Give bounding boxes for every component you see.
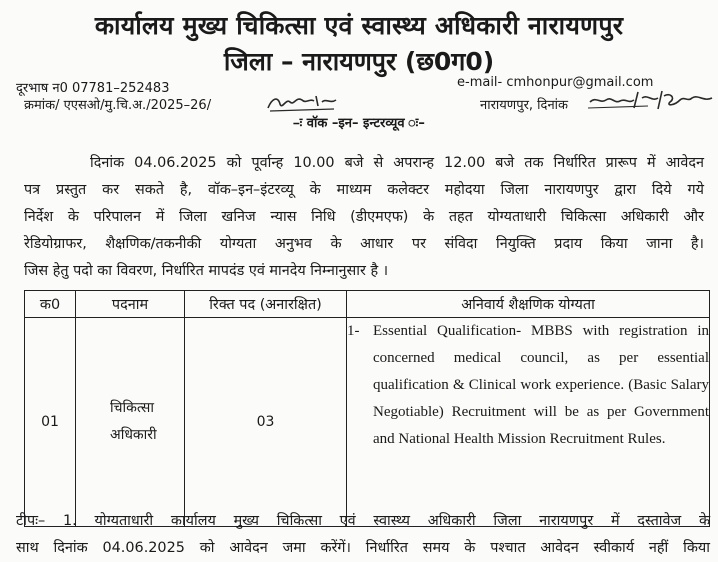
header-serial: क0 xyxy=(25,291,76,318)
handwritten-ref-number xyxy=(266,92,338,114)
cell-post-name xyxy=(76,318,185,527)
email-address: e-mail- cmhonpur@gmail.com xyxy=(457,75,654,90)
header-post-name: पदनाम xyxy=(76,291,185,318)
paragraph-line-1: दिनांक 04.06.2025 को पूर्वान्ह 10.00 बजे से अपरान्ह 12.00 बजे तक निर्धारित प्रारूप में आवेदन xyxy=(90,155,704,171)
note-line-1: टीपः– 1. योग्यताधारी कार्यालय मुख्य चिकित्सा एवं स्वास्थ्य अधिकारी जिला नारायणपुर में दस्तावेज के xyxy=(16,513,710,529)
qualification-item xyxy=(347,318,709,453)
handwritten-date xyxy=(588,88,714,112)
walk-in-interview-heading: –ः वॉक –इन– इन्टरव्यूव ः– xyxy=(293,116,425,131)
note-section xyxy=(16,508,710,562)
table-header-row xyxy=(25,291,710,318)
table-row xyxy=(25,318,710,527)
header-vacancies: रिक्त पद (अनारक्षित) xyxy=(185,291,347,318)
paragraph-line-3: निर्देश के परिपालन में जिला खनिज न्यास निधि (डीएमएफ) के तहत योग्यताधारी चिकित्सा अधिकारी और xyxy=(24,209,704,225)
cell-serial: 01 xyxy=(25,318,76,527)
posts-table xyxy=(24,290,710,527)
qualification-number: 1- xyxy=(347,323,360,339)
paragraph-line-4: रेडियोग्राफर, शैक्षणिक/तकनीकी योग्यता अनुभव के आधार पर संविदा नियुक्ति प्रदाय किया जाना है। xyxy=(24,236,704,252)
post-name-line1: चिकित्सा xyxy=(110,400,154,416)
office-title-line1: कार्यालय मुख्य चिकित्सा एवं स्वास्थ्य अधिकारी नारायणपुर xyxy=(94,11,624,40)
note-line-2: साथ दिनांक 04.06.2025 को आवेदन जमा करेंगें। निर्धारित समय के पश्चात आवेदन स्वीकार्य नहीं किया xyxy=(16,540,710,556)
phone-number: दूरभाष न0 07781–252483 xyxy=(16,81,170,96)
cell-qualification xyxy=(347,318,710,527)
reference-number: क्रमांक/ एएसओ/मु.चि.अ./2025–26/ xyxy=(24,98,212,113)
paragraph-line-2: पत्र प्रस्तुत कर सकते है, वॉक–इन–इंटरव्यू के माध्यम कलेक्टर महोदया जिला नारायणपुर द्वारा दिये गये xyxy=(24,182,704,198)
place-date-label: नारायणपुर, दिनांक xyxy=(480,98,569,113)
post-name-line2: अधिकारी xyxy=(110,427,157,443)
cell-vacancies: 03 xyxy=(185,318,347,527)
notice-paragraph xyxy=(24,150,704,285)
header-qualification: अनिवार्य शैक्षणिक योग्यता xyxy=(347,291,710,318)
paragraph-line-5: जिस हेतु पदो का विवरण, निर्धारित मापदंड एवं मानदेय निम्नानुसार है । xyxy=(24,263,389,279)
office-title-line2: जिला – नारायणपुर (छ0ग0) xyxy=(223,47,495,76)
qualification-text: Essential Qualification- MBBS with registration in concerned medical council, as per essential qualification & Clinical work experience. (Basic Salary Negotiable) Recruitment will be as per Government and National Health Mission Recruitment Rules. xyxy=(373,323,709,447)
